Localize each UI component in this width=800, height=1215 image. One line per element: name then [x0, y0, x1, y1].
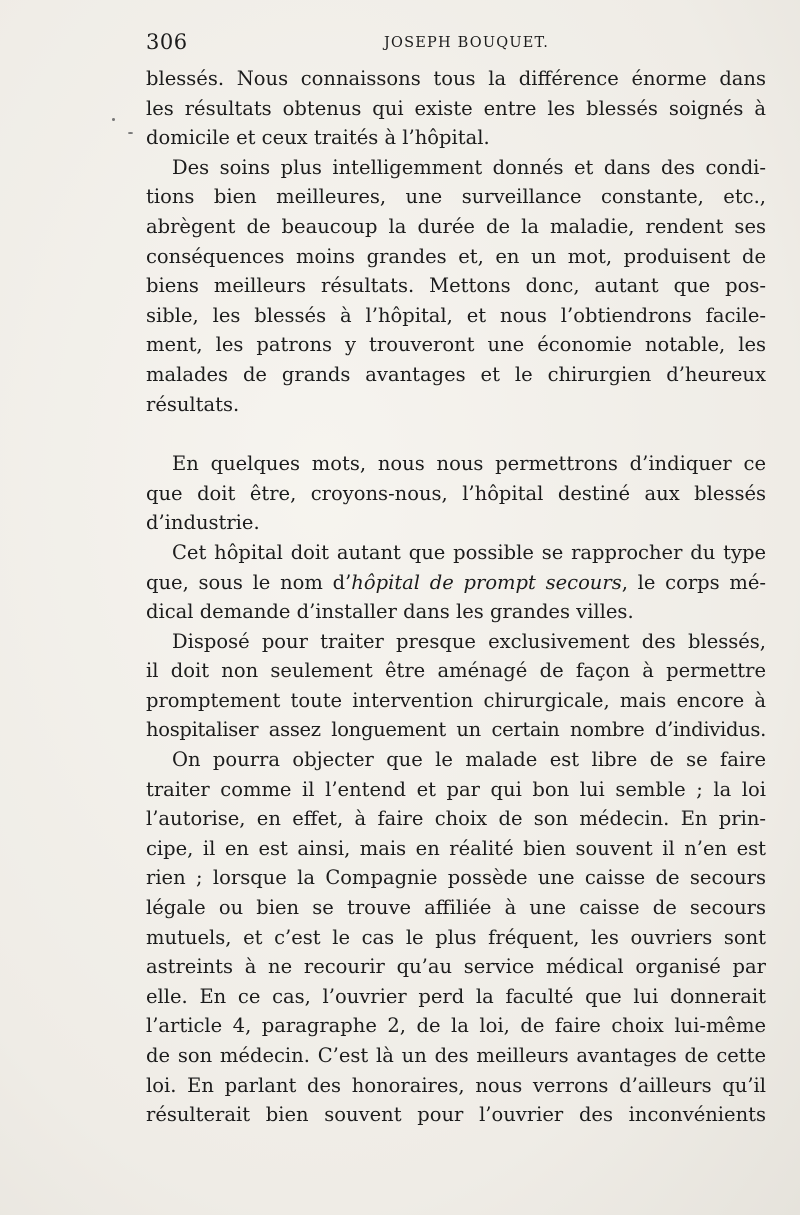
- text-line: tions bien meilleures, une surveillance constante, etc.,: [146, 185, 766, 209]
- text-line: elle. En ce cas, l’ouvrier perd la faculté que lui donnerait: [146, 984, 766, 1008]
- text-line-with-italic: [146, 568, 766, 598]
- text-line: cipe, il en est ainsi, mais en réalité bien souvent il n’en est: [146, 836, 766, 860]
- section-gap: [146, 419, 766, 449]
- text-line: ment, les patrons y trouveront une économie notable, les: [146, 333, 766, 357]
- text-line: domicile et ceux traités à l’hôpital.: [146, 126, 490, 150]
- text-line: malades de grands avantages et le chirurgien d’heureux: [146, 362, 766, 386]
- text-line: En quelques mots, nous nous permettrons d’indiquer ce: [172, 452, 766, 476]
- text-line: l’article 4, paragraphe 2, de la loi, de faire choix lui-même: [146, 1014, 766, 1038]
- text-line: blessés. Nous connaissons tous la différence énorme dans: [146, 67, 766, 90]
- text-line: résultats.: [146, 392, 240, 416]
- text-line: que doit être, croyons-nous, l’hôpital destiné aux blessés: [146, 481, 766, 505]
- text-line: loi. En parlant des honoraires, nous verrons d’ailleurs qu’il: [146, 1073, 766, 1097]
- page-header: [146, 30, 766, 60]
- running-head: JOSEPH BOUQUET.: [384, 35, 550, 51]
- text-line: mutuels, et c’est le cas le plus fréquent, les ouvriers sont: [146, 925, 766, 949]
- text-line: Des soins plus intelligemment donnés et dans des condi-: [172, 155, 766, 179]
- text-fragment: , le corps mé-: [621, 570, 766, 594]
- text-line: biens meilleurs résultats. Mettons donc, autant que pos-: [146, 274, 766, 298]
- page-number: 306: [146, 30, 188, 54]
- text-line: d’industrie.: [146, 511, 260, 535]
- text-line: il doit non seulement être aménagé de façon à permettre: [146, 659, 766, 683]
- text-line: les résultats obtenus qui existe entre les blessés soignés à: [146, 96, 766, 120]
- ink-speck: [128, 132, 133, 134]
- text-line: On pourra objecter que le malade est libre de se faire: [172, 748, 766, 772]
- text-line: sible, les blessés à l’hôpital, et nous l’obtiendrons facile-: [146, 303, 766, 327]
- text-line: Disposé pour traiter presque exclusivement des blessés,: [172, 629, 766, 653]
- ink-speck: [112, 118, 115, 121]
- text-fragment: que, sous le nom d’: [146, 570, 352, 594]
- text-line: abrègent de beaucoup la durée de la maladie, rendent ses: [146, 214, 766, 238]
- text-line: hospitaliser assez longuement un certain nombre d’individus.: [146, 718, 766, 742]
- text-line: conséquences moins grandes et, en un mot, produisent de: [146, 244, 766, 268]
- text-line: traiter comme il l’entend et par qui bon lui semble ; la loi: [146, 777, 766, 801]
- text-line: résulterait bien souvent pour l’ouvrier des inconvénients: [146, 1103, 766, 1127]
- body-text: [146, 64, 766, 1130]
- text-line: Cet hôpital doit autant que possible se rapprocher du type: [172, 540, 766, 564]
- text-line: rien ; lorsque la Compagnie possède une caisse de secours: [146, 866, 766, 890]
- text-line: légale ou bien se trouve affiliée à une caisse de secours: [146, 896, 766, 920]
- text-line: dical demande d’installer dans les grandes villes.: [146, 600, 634, 624]
- text-line: de son médecin. C’est là un des meilleurs avantages de cette: [146, 1044, 766, 1067]
- text-line: promptement toute intervention chirurgicale, mais encore à: [146, 688, 766, 712]
- text-line: l’autorise, en effet, à faire choix de son médecin. En prin-: [146, 807, 766, 831]
- text-line: astreints à ne recourir qu’au service médical organisé par: [146, 955, 766, 979]
- italic-term: hôpital de prompt secours: [351, 570, 622, 594]
